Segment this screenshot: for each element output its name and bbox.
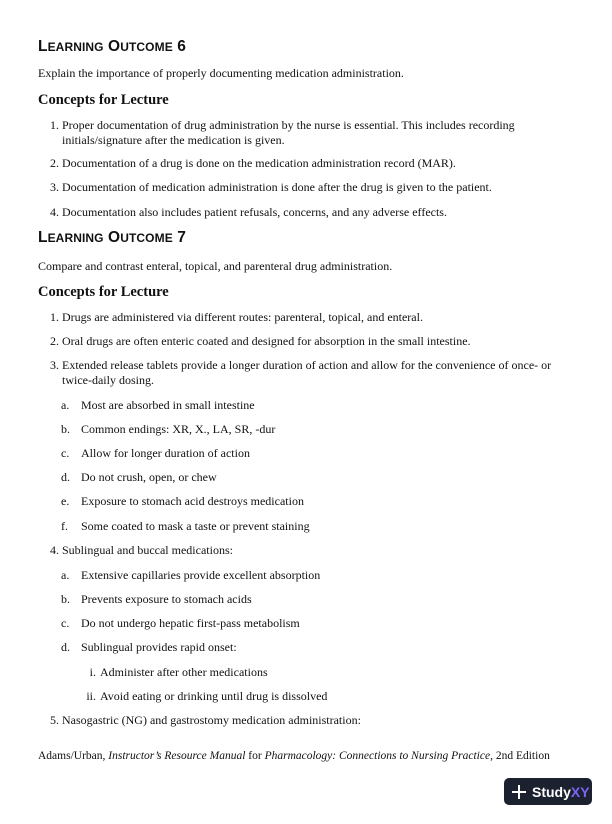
- page-footer: Adams/Urban, Instructor’s Resource Manual for Pharmacology: Connections to Nursing Practice, 2nd Edition: [38, 750, 550, 762]
- list-item: f. Some coated to mask a taste or prevent staining: [61, 519, 310, 533]
- list-item: ii. Avoid eating or drinking until drug is dissolved: [86, 689, 328, 703]
- list-item: d. Sublingual provides rapid onset:: [61, 640, 237, 654]
- studyxy-badge[interactable]: [504, 778, 592, 805]
- outcome-7-concepts-heading: Concepts for Lecture: [38, 284, 169, 300]
- learning-outcome-7-heading: LEARNING OUTCOME 7: [38, 229, 186, 246]
- brand-name: Study: [532, 783, 571, 800]
- list-item: 4. Documentation also includes patient refusals, concerns, and any adverse effects.: [50, 205, 447, 219]
- list-item: 1. Proper documentation of drug administration by the nurse is essential. This includes recording initials/signature after the medication is given.: [50, 118, 515, 147]
- brand-accent: XY: [570, 783, 590, 800]
- list-item: b. Common endings: XR, X., LA, SR, -dur: [61, 422, 276, 436]
- list-item: b. Prevents exposure to stomach acids: [61, 592, 252, 606]
- list-item: a. Most are absorbed in small intestine: [61, 398, 255, 412]
- list-item: 3. Documentation of medication administration is done after the drug is given to the patient.: [50, 180, 492, 194]
- list-item: 3. Extended release tablets provide a longer duration of action and allow for the convenience of once- or twice-daily dosing.: [50, 358, 552, 387]
- outcome-6-concepts-heading: Concepts for Lecture: [38, 92, 169, 108]
- list-item: 5. Nasogastric (NG) and gastrostomy medication administration:: [50, 713, 361, 727]
- list-item: c. Do not undergo hepatic first-pass metabolism: [61, 616, 300, 630]
- list-item: 4. Sublingual and buccal medications:: [50, 543, 233, 557]
- learning-outcome-6-heading: LEARNING OUTCOME 6: [38, 38, 186, 55]
- list-item: 1. Drugs are administered via different routes: parenteral, topical, and enteral.: [50, 310, 423, 324]
- list-item: 2. Documentation of a drug is done on the medication administration record (MAR).: [50, 156, 456, 170]
- list-item: 2. Oral drugs are often enteric coated and designed for absorption in the small intestine.: [50, 334, 471, 348]
- list-item: c. Allow for longer duration of action: [61, 446, 250, 460]
- list-item: e. Exposure to stomach acid destroys medication: [61, 494, 304, 508]
- outcome-6-intro: Explain the importance of properly documenting medication administration.: [38, 66, 404, 80]
- plus-icon: [512, 785, 526, 799]
- outcome-7-intro: Compare and contrast enteral, topical, and parenteral drug administration.: [38, 259, 393, 273]
- list-item: a. Extensive capillaries provide excellent absorption: [61, 568, 321, 582]
- list-item: d. Do not crush, open, or chew: [61, 470, 217, 484]
- list-item: i. Administer after other medications: [89, 665, 268, 679]
